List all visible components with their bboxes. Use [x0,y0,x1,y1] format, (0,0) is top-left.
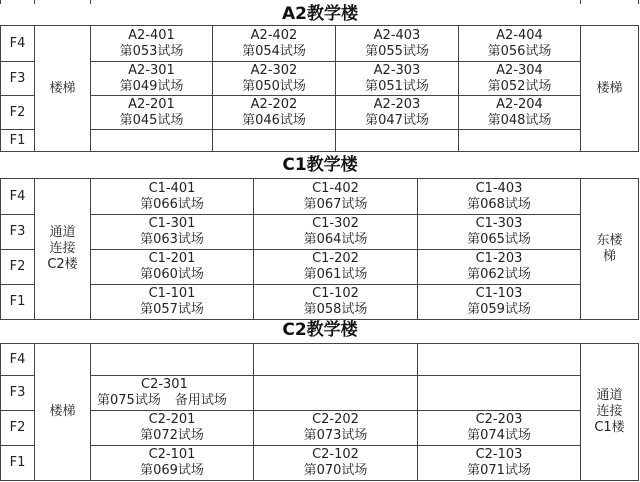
room-cell [254,376,418,411]
room-cell: A2-201 第045试场 [91,96,213,130]
room-cell: C2-301 第075试场 备用试场 [91,376,254,411]
room-cell: C1-403 第068试场 [418,179,581,215]
room-cell: A2-301 第049试场 [91,62,213,96]
empty-cell [418,344,581,376]
room-cell: A2-401 第053试场 [91,26,213,62]
a2-building-table [0,25,639,152]
floor-label: F4 [1,344,35,376]
floor-label: F4 [1,26,35,62]
room-cell: C1-101 第057试场 [91,285,254,320]
room-cell: A2-402 第054试场 [213,26,336,62]
floor-label: F1 [1,130,35,152]
room-cell: C1-402 第067试场 [254,179,418,215]
room-cell: A2-203 第047试场 [336,96,459,130]
room-cell: C1-401 第066试场 [91,179,254,215]
room-cell: A2-403 第055试场 [336,26,459,62]
empty-cell [91,344,254,376]
room-cell: C2-201 第072试场 [91,411,254,446]
empty-cell [254,344,418,376]
c1-east-stairs: 东楼 梯 [581,179,639,320]
room-cell: C1-302 第064试场 [254,215,418,250]
room-cell: A2-404 第056试场 [459,26,581,62]
a2-right-stairs: 楼梯 [581,26,639,152]
room-cell: A2-204 第048试场 [459,96,581,130]
c2-right-passage: 通道 连接 C1楼 [581,344,639,481]
room-cell: C1-102 第058试场 [254,285,418,320]
empty-cell [336,130,459,152]
room-cell: A2-304 第052试场 [459,62,581,96]
c2-left-stairs: 楼梯 [35,344,91,481]
floor-label: F4 [1,179,35,215]
empty-cell [213,130,336,152]
room-cell: A2-202 第046试场 [213,96,336,130]
floor-label: F2 [1,411,35,446]
empty-cell [459,130,581,152]
floor-label: F2 [1,250,35,285]
room-cell: C2-202 第073试场 [254,411,418,446]
c1-building-table [0,178,639,320]
a2-left-stairs: 楼梯 [35,26,91,152]
a2-building-title: A2教学楼 [282,4,358,24]
room-cell: C1-103 第059试场 [418,285,581,320]
empty-cell [91,130,213,152]
room-cell: C2-102 第070试场 [254,446,418,481]
c1-building-title: C1教学楼 [282,155,358,175]
floor-label: F1 [1,285,35,320]
floor-label: F2 [1,96,35,130]
room-cell: C2-101 第069试场 [91,446,254,481]
empty-cell [418,376,581,411]
floor-label: F1 [1,446,35,481]
c1-left-passage: 通道 连接 C2楼 [35,179,91,320]
room-cell: C1-202 第061试场 [254,250,418,285]
room-cell: C1-203 第062试场 [418,250,581,285]
room-cell: C1-201 第060试场 [91,250,254,285]
c2-building-table [0,343,639,481]
room-cell: C1-301 第063试场 [91,215,254,250]
floor-label: F3 [1,215,35,250]
floor-label: F3 [1,376,35,411]
room-cell: C1-303 第065试场 [418,215,581,250]
room-cell: C2-103 第071试场 [418,446,581,481]
room-cell: A2-303 第051试场 [336,62,459,96]
floor-label: F3 [1,62,35,96]
room-cell: C2-203 第074试场 [418,411,581,446]
room-cell: A2-302 第050试场 [213,62,336,96]
c2-building-title: C2教学楼 [282,320,358,340]
